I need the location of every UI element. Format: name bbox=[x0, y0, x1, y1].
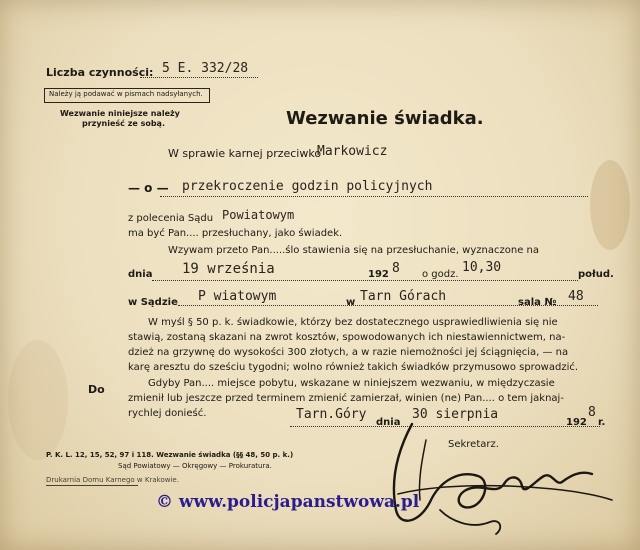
printer-underline bbox=[46, 485, 138, 486]
case-prefix: W sprawie karnej przeciwko bbox=[168, 147, 322, 160]
year-digit: 8 bbox=[392, 261, 400, 276]
room-label: sala № bbox=[518, 297, 557, 308]
footer-pkl: P. K. L. 12, 15, 52, 97 i 118. Wezwanie świadka (§§ 48, 50 p. k.) bbox=[46, 451, 294, 459]
in-label: w bbox=[346, 297, 356, 308]
instruction-line-3: dzież na grzywnę do wysokości 300 złotych, a w razie niemożności jej ściągnięcia, — na bbox=[128, 347, 569, 358]
footer-printer: Drukarnia Domu Karnego w Krakowie. bbox=[46, 476, 179, 484]
town-name: Tarn Górach bbox=[360, 289, 447, 304]
case-number-line bbox=[140, 77, 258, 78]
order-court: Powiatowym bbox=[222, 208, 295, 222]
charge-text: przekroczenie godzin policyjnych bbox=[182, 179, 433, 194]
paper-stain bbox=[590, 160, 630, 250]
hour-label: o godz. bbox=[422, 269, 459, 280]
witness-line: ma być Pan.... przesłuchany, jako świadek. bbox=[128, 228, 343, 239]
instruction-line-1: W myśl § 50 p. k. świadkowie, którzy bez dostatecznego usprawiedliwienia się nie bbox=[148, 317, 558, 328]
signature-role: Sekretarz. bbox=[448, 439, 499, 450]
court-line bbox=[178, 305, 598, 306]
case-number-label: Liczba czynności: bbox=[46, 66, 154, 79]
issue-day-label: dnia bbox=[376, 417, 401, 428]
watermark-text: © www.policjapanstwowa.pl bbox=[156, 492, 420, 512]
issue-place: Tarn.Góry bbox=[296, 407, 367, 422]
appointment-hour: 10,30 bbox=[462, 260, 502, 275]
paper-stain bbox=[8, 340, 68, 460]
o-label: — o — bbox=[128, 181, 169, 195]
change-line-2: zmienił lub jeszcze przed terminem zmienić zamierzał, winien (ne) Pan.... o tem jaknaj- bbox=[128, 393, 564, 404]
appointment-date: 19 września bbox=[182, 261, 275, 277]
afternoon-label: połud. bbox=[578, 269, 614, 280]
bring-note-line2: przynieść ze sobą. bbox=[82, 119, 165, 128]
defendant-name: Markowicz bbox=[317, 144, 388, 159]
issue-year-suffix: r. bbox=[598, 417, 606, 428]
to-label: Do bbox=[88, 383, 105, 396]
year-prefix: 192 bbox=[368, 269, 389, 280]
footer-courts: Sąd Powiatowy — Okręgowy — Prokuratura. bbox=[118, 462, 272, 470]
handwritten-signature bbox=[300, 407, 620, 540]
charge-line bbox=[160, 196, 588, 197]
appointment-line bbox=[152, 280, 578, 281]
bring-note-line1: Wezwanie niniejsze należy bbox=[60, 109, 180, 118]
instruction-line-4: karę aresztu do sześciu tygodni; wolno również takich świadków przymusowo sprowadzić. bbox=[128, 362, 579, 373]
court-label: w Sądzie bbox=[128, 297, 178, 308]
room-number: 48 bbox=[568, 289, 584, 304]
change-line-1: Gdyby Pan.... miejsce pobytu, wskazane w niniejszem wezwaniu, w międzyczasie bbox=[148, 378, 555, 389]
issue-date: 30 sierpnia bbox=[412, 407, 499, 422]
issue-year-prefix: 192 bbox=[566, 417, 587, 428]
summons-line: Wzywam przeto Pan.....ślo stawienia się na przesłuchanie, wyznaczone na bbox=[168, 245, 539, 256]
boxed-note: Należy ją podawać w pismach nadsyłanych. bbox=[49, 90, 203, 98]
change-line-3: rychlej donieść. bbox=[128, 408, 207, 419]
court-name: P wiatowym bbox=[198, 289, 277, 304]
case-number: 5 E. 332/28 bbox=[162, 61, 249, 76]
day-label: dnia bbox=[128, 269, 153, 280]
order-prefix: z polecenia Sądu bbox=[128, 213, 214, 224]
instruction-line-2: stawią, zostaną skazani na zwrot kosztów, spowodowanych ich niestawiennictwem, na- bbox=[128, 332, 566, 343]
issue-year-digit: 8 bbox=[588, 405, 596, 420]
document-title: Wezwanie świadka. bbox=[286, 108, 484, 129]
